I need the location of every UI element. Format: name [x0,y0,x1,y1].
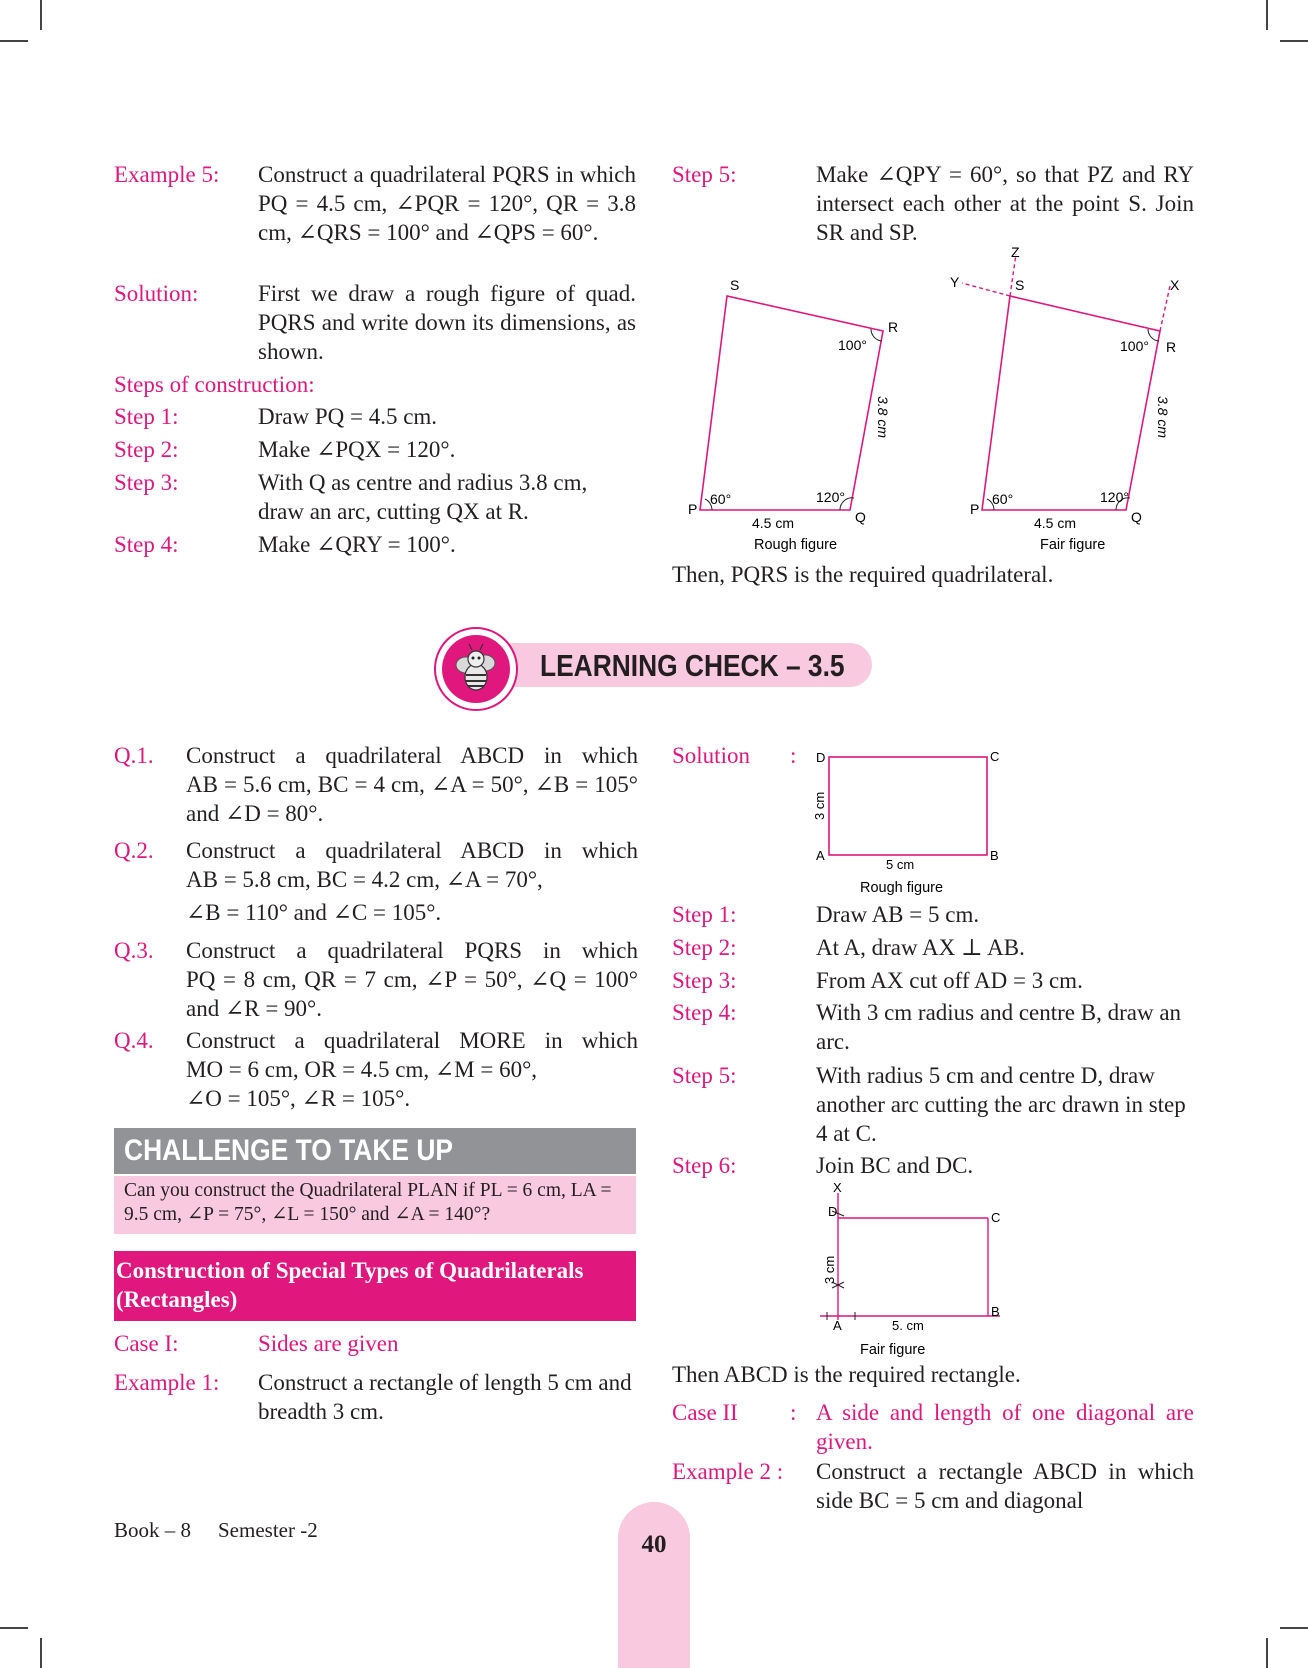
solution-label: Solution: [114,281,199,306]
vertex-label: R [888,319,899,335]
step-text: Make ∠PQX = 120°. [258,437,456,462]
vertex-label: Z [1011,244,1020,260]
solution-rect-label: Solution [672,743,750,768]
step-label: Step 2: [672,935,737,960]
side-label: 4.5 cm [752,515,795,531]
question-line: MO = 6 cm, OR = 4.5 cm, ∠M = 60°, [186,1057,538,1082]
rough-quadrilateral [700,296,883,510]
then-pqrs: Then, PQRS is the required quadrilateral. [672,562,1054,587]
angle-label: 120° [816,489,845,505]
step-text: Join BC and DC. [816,1153,974,1178]
vertex-label: B [991,1304,1000,1319]
vertex-label: D [816,750,826,765]
fair-quadrilateral [982,296,1160,510]
angle-label: 120° [1100,489,1129,505]
angle-label: 100° [1120,338,1149,354]
step-label: Step 1: [672,902,737,927]
vertex-label: A [816,848,825,863]
vertex-label: B [990,848,999,863]
step-text: Make ∠QRY = 100°. [258,532,456,557]
question-text [186,836,638,927]
example5-label: Example 5: [114,162,220,187]
question-line: ∠B = 110° and ∠C = 105°. [186,900,442,925]
angle-label: 60° [710,491,732,507]
fair-caption: Fair figure [1040,537,1106,553]
rough-caption: Rough figure [754,537,838,553]
steps-heading: Steps of construction: [114,372,315,397]
crop-mark [40,1638,42,1668]
question-line: Construct a quadrilateral PQRS in which [186,938,638,963]
crop-mark [0,40,28,42]
step-text: With 3 cm radius and centre B, draw an arc. [816,1000,1182,1054]
question-line: AB = 5.8 cm, BC = 4.2 cm, ∠A = 70°, [186,867,543,892]
side-label: 4.5 cm [1034,515,1077,531]
vertex-label: Q [855,509,866,525]
question-text [186,1026,638,1113]
footer-semester: Semester -2 [218,1518,318,1542]
vertex-label: Y [950,274,960,290]
footer-book: Book – 8 [114,1518,192,1542]
rect-fair-figure [800,1180,1020,1360]
challenge-title [114,1128,636,1174]
step-text: Draw PQ = 4.5 cm. [258,404,438,429]
vertex-label: S [1015,277,1025,293]
question-text [186,741,638,828]
learning-check-title: LEARNING CHECK – 3.5 [540,648,845,683]
example2-label: Example 2 : [672,1459,784,1484]
example1-text: Construct a rectangle of length 5 cm and breadth 3 cm. [258,1370,632,1424]
special-types-title: Construction of Special Types of Quadrilaterals (Rectangles) [114,1251,636,1321]
side-label: 5 cm [886,857,915,872]
question-label: Q.3. [114,938,154,963]
angle-label: 100° [838,337,867,353]
case2-text: A side and length of one diagonal are given. [816,1400,1194,1454]
side-label: 5. cm [892,1318,924,1333]
step-label: Step 1: [114,404,179,429]
case1-label: Case I: [114,1331,179,1356]
vertex-label: Q [1131,509,1142,525]
side-label: 3.8 cm [875,396,891,439]
crop-mark [0,1627,28,1629]
side-label: 3 cm [822,1255,837,1284]
crop-mark [1280,1627,1308,1629]
angle-label: 60° [992,491,1014,507]
question-label: Q.1. [114,743,154,768]
vertex-label: R [1166,339,1177,355]
fair-caption: Fair figure [860,1342,926,1358]
question-label: Q.2. [114,838,154,863]
question-line: Construct a quadrilateral MORE in which [186,1028,638,1053]
step-text: With radius 5 cm and centre D, draw another arc cutting the arc drawn in step 4 at C. [816,1063,1186,1146]
crop-mark [40,0,42,30]
solution-text: First we draw a rough figure of quad. PQRS and write down its dimensions, as shown. [258,281,636,364]
case2-colon: : [790,1400,797,1425]
vertex-label: A [833,1318,842,1333]
question-line: Construct a quadrilateral ABCD in which [186,743,638,768]
vertex-label: D [828,1204,838,1219]
page-number: 40 [641,1531,667,1558]
crop-mark [1266,0,1268,30]
step-text: At A, draw AX ⊥ AB. [816,935,1025,960]
question-text [186,936,638,1023]
example1-label: Example 1: [114,1370,220,1395]
question-line: AB = 5.6 cm, BC = 4 cm, ∠A = 50°, ∠B = 105° [186,772,638,797]
step-text: With Q as centre and radius 3.8 cm, draw an arc, cutting QX at R. [258,470,588,524]
side-label: 3.8 cm [1155,396,1171,439]
bee-icon [442,635,510,703]
rect-rough-figure [800,740,1020,900]
vertex-label: P [688,501,698,517]
step-label: Step 2: [114,437,179,462]
step-text: Draw AB = 5 cm. [816,902,980,927]
rough-rectangle [829,757,987,855]
crop-mark [1266,1638,1268,1668]
step-label: Step 3: [672,968,737,993]
pqrs-figure [670,240,1210,560]
crop-mark [1280,40,1308,42]
challenge-text: Can you construct the Quadrilateral PLAN if PL = 6 cm, LA = 9.5 cm, ∠P = 75°, ∠L = 150° and ∠A = 140°? [114,1176,636,1234]
page-number-tab [618,1502,690,1668]
case2-label: Case II [672,1400,738,1425]
question-line: and ∠D = 80°. [186,801,324,826]
question-line: ∠O = 105°, ∠R = 105°. [186,1086,411,1111]
step-label: Step 4: [114,532,179,557]
vertex-label: X [833,1180,842,1195]
step-text: From AX cut off AD = 3 cm. [816,968,1083,993]
case1-text: Sides are given [258,1331,399,1356]
step5-label: Step 5: [672,162,737,187]
example2-text: Construct a rectangle ABCD in which side BC = 5 cm and diagonal [816,1459,1194,1513]
then-rect: Then ABCD is the required rectangle. [672,1362,1021,1387]
rough-caption: Rough figure [860,880,944,896]
vertex-label: C [990,749,1000,764]
vertex-label: X [1170,277,1180,293]
step-label: Step 6: [672,1153,737,1178]
example5-text: Construct a quadrilateral PQRS in which PQ = 4.5 cm, ∠PQR = 120°, QR = 3.8 cm, ∠QRS = 100° and ∠QPS = 60°. [258,162,636,245]
step-label: Step 4: [672,1000,737,1025]
vertex-label: P [970,501,980,517]
question-line: PQ = 8 cm, QR = 7 cm, ∠P = 50°, ∠Q = 100° [186,967,638,992]
question-label: Q.4. [114,1028,154,1053]
question-line: and ∠R = 90°. [186,996,322,1021]
question-line: Construct a quadrilateral ABCD in which [186,838,638,863]
solution-rect-colon: : [790,743,797,768]
side-label: 3 cm [812,791,827,820]
vertex-label: C [991,1210,1001,1225]
vertex-label: S [730,277,740,293]
step-label: Step 3: [114,470,179,495]
step-label: Step 5: [672,1063,737,1088]
challenge-title-text: CHALLENGE TO TAKE UP [124,1134,454,1167]
step5-text: Make ∠QPY = 60°, so that PZ and RY intersect each other at the point S. Join SR and SP. [816,162,1194,245]
